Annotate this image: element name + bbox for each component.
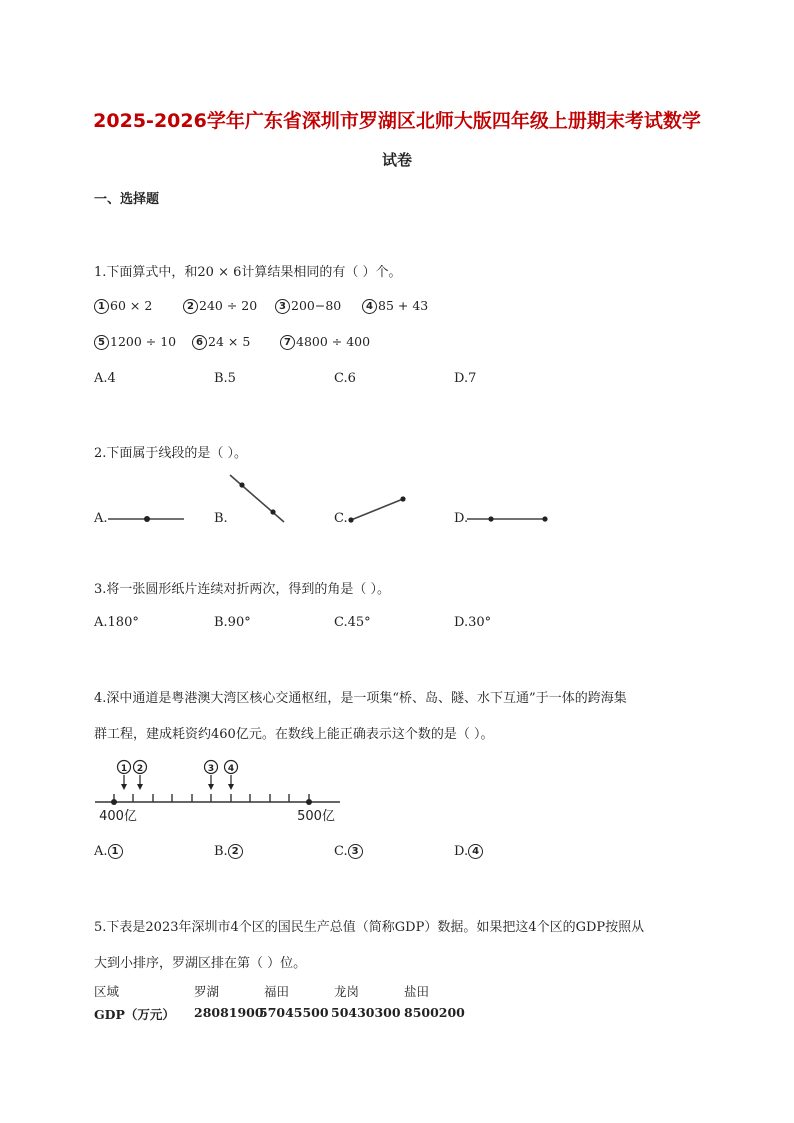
endpoint-400 [111, 799, 117, 805]
q2-option-c[interactable]: C. [334, 511, 348, 526]
circled-number: 1 [94, 299, 109, 314]
q1-option-a[interactable]: A.4 [94, 371, 116, 386]
circled-number: 2 [228, 844, 243, 859]
circled-number: 5 [94, 335, 109, 350]
circled-number: 4 [468, 844, 483, 859]
q4-option-d[interactable] [454, 844, 484, 859]
label-500: 500亿 [297, 809, 335, 824]
q3-option-b[interactable]: B.90° [214, 615, 251, 630]
q1-option-b[interactable]: B.5 [214, 371, 236, 386]
q5-stem-line2: 大到小排序，罗湖区排在第（ ）位。 [94, 956, 307, 971]
circled-number: 1 [108, 844, 123, 859]
number-line-ticks [114, 794, 309, 802]
circled-number: 2 [183, 299, 198, 314]
table-cell-futian: 57045500 [259, 1005, 329, 1020]
q2-option-d[interactable]: D. [454, 511, 469, 526]
table-row-label: GDP（万元） [94, 1007, 175, 1022]
table-header-longgang: 龙岗 [334, 984, 360, 999]
option-letter: A. [94, 844, 108, 859]
table-cell-longgang: 50430300 [331, 1005, 401, 1020]
marker-3 [205, 761, 218, 791]
option-letter: C. [334, 844, 348, 859]
q1-expr: 240 ÷ 20 [199, 298, 258, 313]
q1-expr: 24 × 5 [208, 334, 251, 349]
circled-number: 6 [192, 335, 207, 350]
q4-stem-line1: 4.深中通道是粤港澳大湾区核心交通枢纽，是一项集“桥、岛、隧、水下互通”于一体的跨海集 [94, 691, 627, 706]
circled-number: 7 [280, 335, 295, 350]
q3-option-c[interactable]: C.45° [334, 615, 371, 630]
table-header-yantian: 盐田 [404, 984, 430, 999]
q1-expr: 85 + 43 [378, 298, 429, 313]
q2-option-b[interactable]: B. [214, 511, 228, 526]
q4-option-b[interactable] [214, 844, 244, 859]
endpoint-500 [306, 799, 312, 805]
table-header-region: 区域 [94, 984, 120, 999]
q2-option-a[interactable]: A. [94, 511, 108, 526]
q1-option-c[interactable]: C.6 [334, 371, 356, 386]
q1-option-d[interactable]: D.7 [454, 371, 477, 386]
q1-expr: 1200 ÷ 10 [110, 334, 177, 349]
option-letter: D. [454, 844, 469, 859]
circled-number: 3 [348, 844, 363, 859]
label-400: 400亿 [99, 809, 137, 824]
svg-text:1: 1 [120, 764, 128, 774]
section-heading: 一、选择题 [94, 192, 160, 207]
circled-number: 4 [362, 299, 377, 314]
marker-2 [134, 761, 147, 791]
q3-option-d[interactable]: D.30° [454, 615, 492, 630]
circled-number: 3 [275, 299, 290, 314]
marker-1 [118, 761, 131, 791]
svg-text:2: 2 [136, 764, 144, 774]
q4-stem-line2: 群工程，建成耗资约460亿元。在数线上能正确表示这个数的是（ ）。 [94, 727, 494, 742]
page-title-line2: 试卷 [381, 151, 412, 169]
q4-option-c[interactable] [334, 844, 364, 859]
option-letter: B. [214, 844, 228, 859]
q1-expr: 200−80 [291, 298, 342, 313]
q3-option-a[interactable]: A.180° [94, 615, 139, 630]
page-title: 2025-2026学年广东省深圳市罗湖区北师大版四年级上册期末考试数学 [93, 110, 701, 132]
q5-stem-line1: 5.下表是2023年深圳市4个区的国民生产总值（简称GDP）数据。如果把这4个区的GDP按照从 [94, 920, 645, 935]
table-header-futian: 福田 [264, 984, 290, 999]
table-cell-yantian: 8500200 [404, 1005, 465, 1020]
q2-stem: 2.下面属于线段的是（ ）。 [94, 446, 248, 461]
q1-expr: 4800 ÷ 400 [296, 334, 371, 349]
table-header-luohu: 罗湖 [194, 984, 220, 999]
marker-4 [225, 761, 238, 791]
q4-option-a[interactable] [94, 844, 124, 859]
svg-text:3: 3 [207, 764, 215, 774]
q1-expr: 60 × 2 [110, 298, 153, 313]
q3-stem: 3.将一张圆形纸片连续对折两次，得到的角是（ ）。 [94, 582, 391, 597]
q1-stem: 1.下面算式中，和20 × 6计算结果相同的有（ ）个。 [94, 265, 402, 280]
svg-text:4: 4 [227, 764, 235, 774]
table-cell-luohu: 28081900 [194, 1005, 264, 1020]
